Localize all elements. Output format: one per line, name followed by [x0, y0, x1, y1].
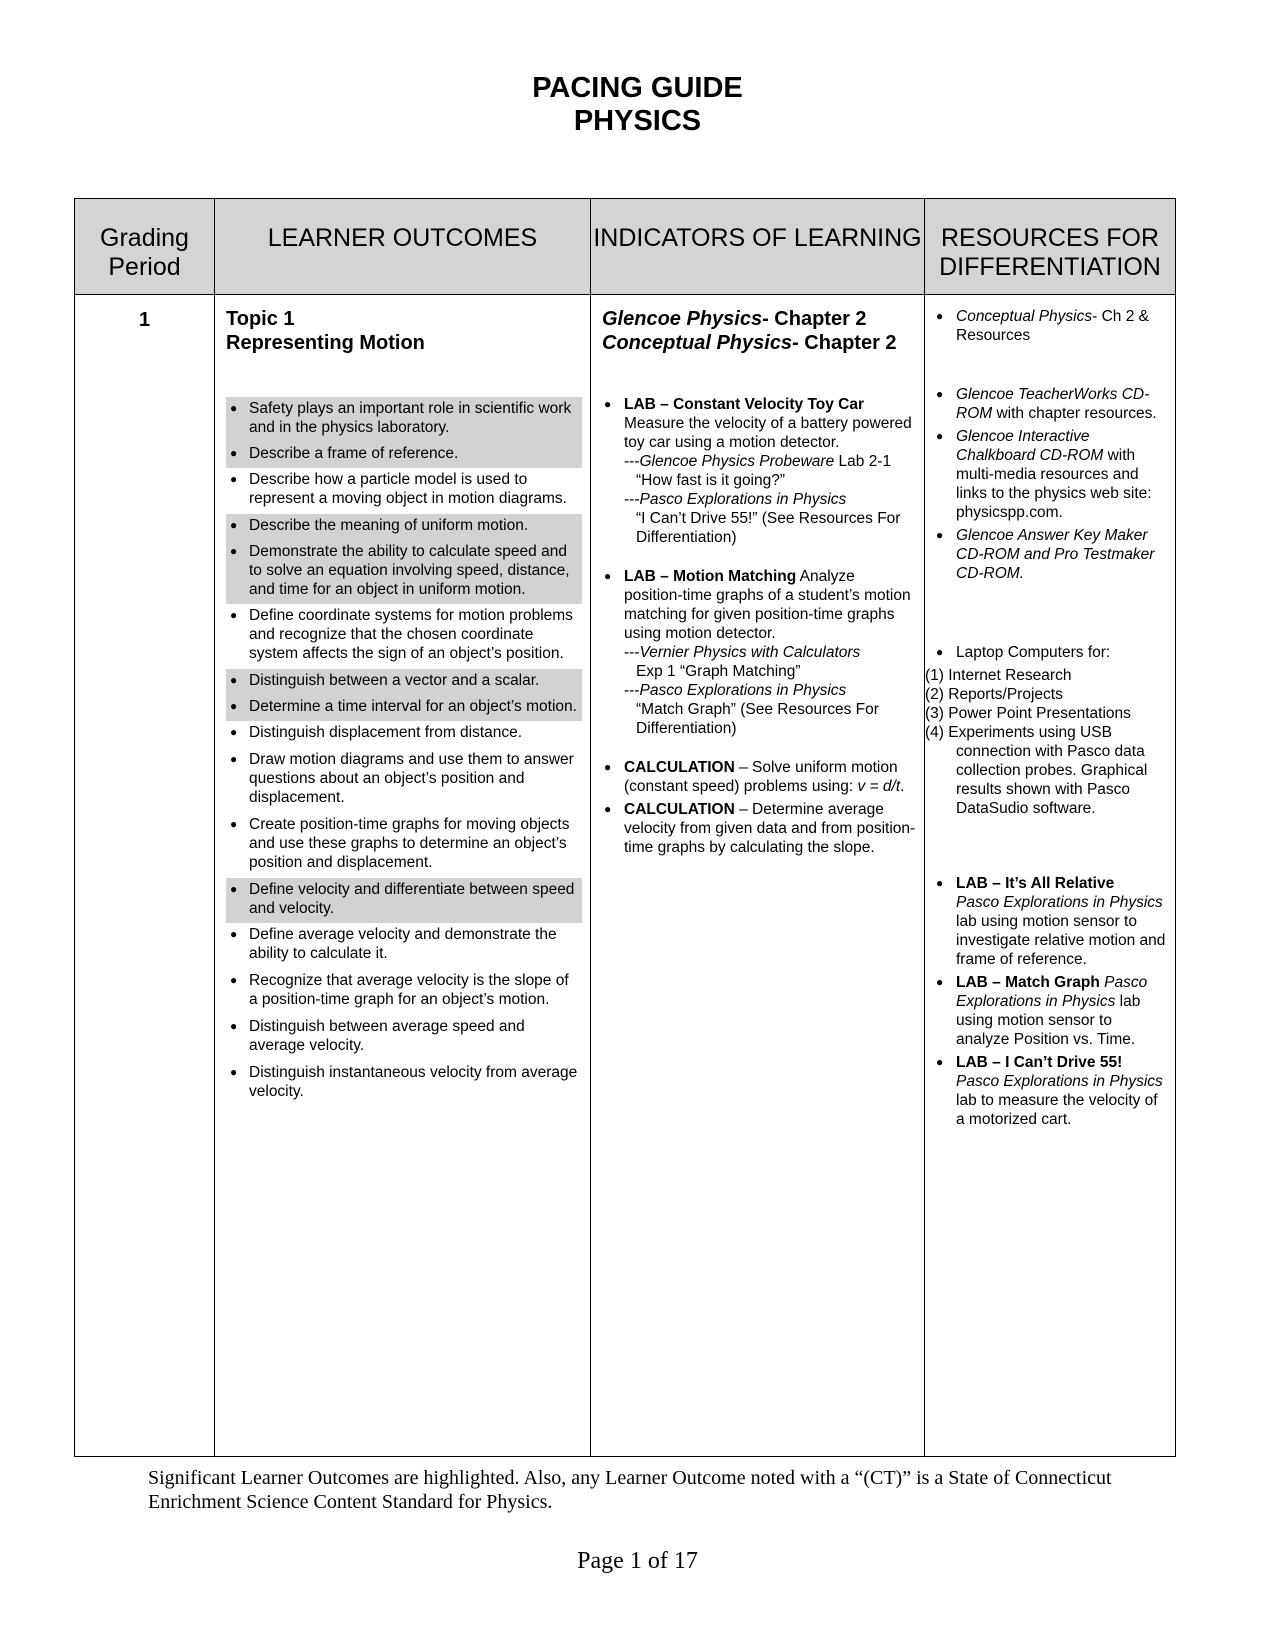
- calculation-title: CALCULATION: [624, 801, 735, 818]
- outcome-item: ● Define velocity and differentiate between speed and velocity.: [226, 878, 582, 923]
- laptop-uses-list: [925, 666, 1169, 818]
- lab-description: Measure the velocity of a battery powered toy car using a motion detector.: [624, 415, 912, 451]
- header-grading-period: Grading Period: [75, 199, 215, 295]
- title-line-2: PHYSICS: [573, 105, 702, 137]
- grading-period-cell: 1: [75, 295, 215, 1457]
- topic-title: Representing Motion: [226, 332, 425, 354]
- indicators-cell: [591, 295, 925, 1457]
- outcome-item: ● Define average velocity and demonstrate the ability to calculate it.: [226, 923, 582, 965]
- outcome-item: ● Draw motion diagrams and use them to answer questions about an object’s position and displacement.: [226, 748, 582, 809]
- topic-number: Topic 1: [226, 308, 295, 330]
- outcome-item: ● Describe the meaning of uniform motion.: [226, 514, 582, 540]
- header-learner-outcomes: LEARNER OUTCOMES: [215, 199, 591, 295]
- resource-laptop-computers: ● Laptop Computers for:: [934, 643, 1169, 662]
- speed-formula: v = d/t: [857, 778, 901, 795]
- outcome-item: ● Determine a time interval for an object’s motion.: [226, 695, 582, 721]
- learner-outcomes-cell: [215, 295, 591, 1457]
- lab-title: LAB – Constant Velocity Toy Car: [624, 396, 865, 413]
- textbook-glencoe: Glencoe Physics- Chapter 2: [602, 308, 867, 330]
- calculation-title: CALCULATION: [624, 759, 735, 776]
- lab-title: LAB – Motion Matching: [624, 568, 797, 585]
- indicator-calculation-uniform-motion: ● CALCULATION – Solve uniform motion (constant speed) problems using: v = d/t.: [602, 758, 916, 796]
- title-line-1: PACING GUIDE: [532, 72, 743, 104]
- list-item: (2) Reports/Projects: [925, 686, 1063, 703]
- lab-description: Analyze position-time graphs of a student’s motion matching for given position-time graphs using motion detector.: [624, 568, 911, 642]
- outcome-item: ● Recognize that average velocity is the slope of a position-time graph for an object’s motion.: [226, 969, 582, 1011]
- list-item: (4) Experiments using USB connection with Pasco data collection probes. Graphical results shown with Pasco DataSudio software.: [925, 724, 1148, 817]
- outcome-item: ● Define coordinate systems for motion problems and recognize that the chosen coordinate system affects the sign of an object’s position.: [226, 604, 582, 665]
- lab-reference-quote: “How fast is it going?”: [636, 472, 786, 489]
- topic-heading: [226, 307, 582, 355]
- page-number: Page 1 of 17: [577, 1548, 698, 1574]
- resource-conceptual-physics: ● Conceptual Physics- Ch 2 & Resources: [934, 307, 1169, 345]
- outcome-item: ● Create position-time graphs for moving objects and use these graphs to determine an object’s position and displacement.: [226, 813, 582, 874]
- resource-lab-match-graph: ● LAB – Match Graph Pasco Explorations in Physics lab using motion sensor to analyze Position vs. Time.: [934, 973, 1169, 1049]
- list-item: (3) Power Point Presentations: [925, 705, 1131, 722]
- indicator-lab-constant-velocity: [602, 395, 916, 547]
- textbook-conceptual: Conceptual Physics- Chapter 2: [602, 332, 897, 354]
- outcome-item: ● Distinguish displacement from distance.: [226, 721, 582, 744]
- resource-interactive-chalkboard: ● Glencoe Interactive Chalkboard CD-ROM with multi-media resources and links to the physics web site: physicspp.com.: [934, 427, 1169, 522]
- lab-reference-quote: “Match Graph” (See Resources For Differentiation): [636, 701, 879, 737]
- lab-reference: ---Pasco Explorations in Physics: [624, 682, 847, 699]
- outcome-item: ● Safety plays an important role in scientific work and in the physics laboratory.: [226, 397, 582, 442]
- resources-cell: [925, 295, 1176, 1457]
- lab-reference-quote: “I Can’t Drive 55!” (See Resources For Differentiation): [636, 510, 901, 546]
- outcomes-list: [226, 397, 582, 1103]
- table-row: [75, 295, 1176, 1457]
- outcome-item: ● Distinguish between average speed and average velocity.: [226, 1015, 582, 1057]
- header-indicators: INDICATORS OF LEARNING: [591, 199, 925, 295]
- pacing-guide-table: [74, 198, 1176, 1457]
- outcome-item: ● Distinguish between a vector and a scalar.: [226, 669, 582, 695]
- resource-teacherworks: ● Glencoe TeacherWorks CD-ROM with chapter resources.: [934, 385, 1169, 423]
- indicator-calculation-average-velocity: ● CALCULATION – Determine average velocity from given data and from position-time graphs by calculating the slope.: [602, 800, 916, 857]
- header-resources: RESOURCES FOR DIFFERENTIATION: [925, 199, 1176, 295]
- list-item: (1) Internet Research: [925, 667, 1072, 684]
- resource-lab-cant-drive-55: ● LAB – I Can’t Drive 55! Pasco Explorations in Physics lab to measure the velocity of a motorized cart.: [934, 1053, 1169, 1129]
- outcome-item: ● Demonstrate the ability to calculate speed and to solve an equation involving speed, distance, and time for an object in uniform motion.: [226, 540, 582, 604]
- footnote: Significant Learner Outcomes are highlighted. Also, any Learner Outcome noted with a “(CT)” is a State of Connecticut Enrichment Science Content Standard for Physics.: [148, 1467, 1112, 1513]
- resource-answer-key-maker: ● Glencoe Answer Key Maker CD-ROM and Pro Testmaker CD-ROM.: [934, 526, 1169, 583]
- document-title: [0, 72, 1275, 138]
- lab-reference: ---Glencoe Physics Probeware Lab 2-1: [624, 453, 892, 470]
- outcome-item: ● Describe how a particle model is used to represent a moving object in motion diagrams.: [226, 468, 582, 510]
- lab-reference: ---Vernier Physics with Calculators: [624, 644, 861, 661]
- outcome-item: ● Describe a frame of reference.: [226, 442, 582, 468]
- lab-reference: ---Pasco Explorations in Physics: [624, 491, 847, 508]
- textbook-glencoe-title: Glencoe Physics: [602, 308, 763, 330]
- outcome-item: ● Distinguish instantaneous velocity from average velocity.: [226, 1061, 582, 1103]
- indicator-lab-motion-matching: [602, 567, 916, 738]
- lab-reference-quote: Exp 1 “Graph Matching”: [636, 663, 801, 680]
- textbook-conceptual-title: Conceptual Physics: [602, 332, 793, 354]
- textbook-list: [602, 307, 916, 355]
- table-header-row: [75, 199, 1176, 295]
- resource-lab-all-relative: ● LAB – It’s All Relative Pasco Explorations in Physics lab using motion sensor to investigate relative motion and frame of reference.: [934, 874, 1169, 969]
